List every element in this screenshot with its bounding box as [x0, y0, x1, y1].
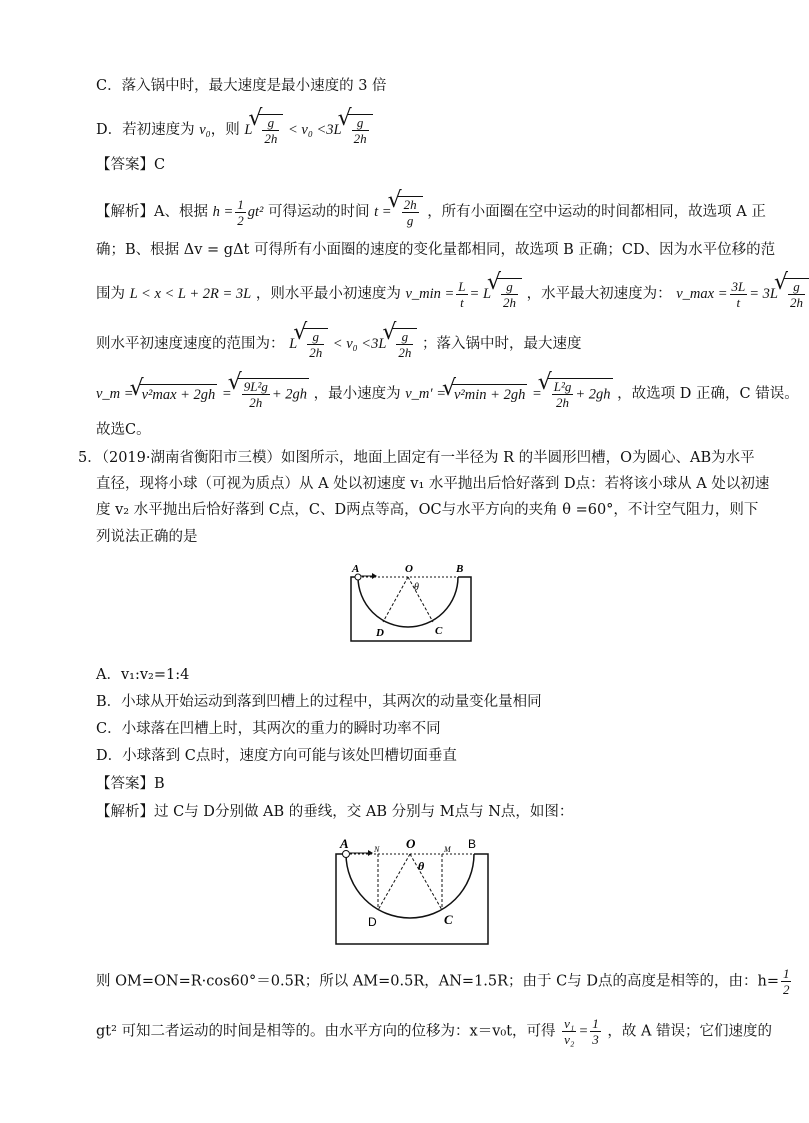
sqrt-L2g: √ $\frac{\text{L²g}}{2h}$ + 2gh [548, 378, 613, 410]
question-5-line-4: 列说法正确的是 [96, 529, 198, 545]
frac-3L-t: $\frac{3L}{t}$ [731, 278, 746, 310]
math-eqL: = L [469, 286, 492, 302]
fig2-label-m: M [444, 845, 451, 854]
frac-half: $\frac{1}{2}$ [237, 196, 244, 228]
explanation-2-line-1: 【解析】过 C与 D分别做 AB 的垂线，交 AB 分别与 M点与 N点，如图： [96, 804, 574, 820]
fig2-label-n: N [374, 845, 380, 854]
explanation-line-6: 故选C。 [96, 422, 151, 438]
option-a: A．v₁:v₂=1:4 [96, 667, 190, 683]
ex8-text: 则 OM=ON=R·cos60°＝0.5R；所以 AM=0.5R，AN=1.5R；由于 C与 D点的高度是相等的，由：h= [96, 973, 779, 990]
fig1-radius-od [383, 577, 408, 622]
math-eq: = [221, 386, 232, 402]
ex5-text-a: ，最小速度为 [313, 386, 401, 402]
math-vm-prime: v_m′ = [405, 386, 446, 402]
sqrt-9L2g: √ $\frac{\text{9L²g}}{2h}$ + 2gh [238, 378, 309, 410]
option-d-top [96, 114, 724, 146]
answer-1: 【答案】C [96, 157, 166, 173]
math-vmax: v_max = [676, 286, 728, 302]
question-5-line-2: 直径，现将小球（可视为质点）从 A 处以初速度 v₁ 水平抛出后恰好落到 D点：若将该小球从 A 处以初速 [96, 476, 770, 492]
ex5-text-b: ，故选项 D 正确，C 错误。 [617, 386, 799, 402]
option-c: C．小球落在凹槽上时，其两次的重力的瞬时功率不同 [96, 721, 441, 737]
sqrt-g-2h-4: √ $\frac{g}{2h}$ [784, 278, 809, 310]
frac-v1-v2: $\frac{\text{v₁}}{\text{v₂}}$ [564, 1016, 575, 1047]
ex4-text-b: ；落入锅中时，最大速度 [422, 336, 582, 352]
option-c-top: C．落入锅中时，最大速度是最小速度的 3 倍 [96, 78, 387, 94]
explanation-2-line-3 [96, 1016, 773, 1047]
math-gt2: gt² [247, 204, 264, 220]
fig2-groove-frame [336, 854, 488, 944]
math-L-2: L [289, 336, 298, 352]
ex9-text-a: gt² 可知二者运动的时间是相等的。由水平方向的位移为：x＝v₀t，可得 [96, 1023, 556, 1040]
sqrt-g-2h: √ $\frac{g}{2h}$ [258, 114, 283, 146]
fig2-label-a: A [340, 836, 349, 851]
option-d: D．小球落到 C点时，速度方向可能与该处凹槽切面垂直 [96, 748, 457, 764]
fig1-semicircle-arc [358, 577, 458, 627]
question-5-line-3: 度 v₂ 水平抛出后恰好落到 C点，C、D两点等高，OC与水平方向的夹角 θ =60°，不计空气阻力，则下 [96, 502, 759, 518]
math-vmin: v_min = [405, 286, 455, 302]
figure-2-semicircle-with-perpendiculars [334, 830, 494, 946]
fig2-label-d: D [368, 915, 377, 929]
math-L: L [244, 122, 253, 138]
sqrt-g-2h-5: √ $\frac{g}{2h}$ [303, 328, 328, 360]
ex3-text-b: ，则水平最小初速度为 [255, 286, 401, 302]
fig2-label-o: O [406, 836, 416, 851]
sqrt-vmin: √ v²min + 2gh [452, 384, 527, 405]
ex4-text-a: 则水平初速度速度的范围为： [96, 336, 285, 352]
fig1-radius-oc [408, 577, 433, 622]
math-eq-2: = [531, 386, 542, 402]
math-h: h = [212, 204, 234, 220]
sqrt-vmax: √ v²max + 2gh [140, 384, 218, 405]
fig1-label-o: O [405, 563, 413, 575]
ex1-text-b: 可得运动的时间 [268, 204, 370, 220]
option-d-text: D．若初速度为 [96, 122, 200, 138]
v0-symbol: v₀ [199, 122, 211, 138]
fig2-radius-od [378, 854, 410, 910]
sqrt-2h-g: √ $\frac{2h}{g}$ [398, 196, 423, 228]
sqrt-g-2h-3: √ $\frac{g}{2h}$ [497, 278, 522, 310]
ex9-text-b: ，故 A 错误；它们速度的 [607, 1023, 773, 1040]
ex1-text-a: 【解析】A、根据 [96, 204, 208, 220]
fig1-label-a: A [352, 563, 360, 575]
explanation-line-4 [96, 328, 724, 360]
ex3-text-a: 围为 [96, 286, 125, 302]
math-vm: v_m = [96, 386, 134, 402]
math-eq3L: = 3L [749, 286, 778, 302]
fig2-radius-oc [410, 854, 442, 910]
option-d-then: ，则 [210, 122, 240, 138]
frac-one-third: $\frac{1}{3}$ [592, 1016, 599, 1047]
explanation-line-5 [96, 378, 799, 410]
fig2-label-b: B [468, 837, 477, 851]
answer-2: 【答案】B [96, 776, 165, 792]
option-b: B．小球从开始运动到落到凹槽上的过程中，其两次的动量变化量相同 [96, 694, 542, 710]
frac-h-half: $\frac{1}{2}$ [782, 966, 790, 997]
fig1-label-theta: θ [414, 582, 419, 593]
math-inequality-2: < v₀ <3L [332, 336, 387, 352]
fig2-label-theta: θ [418, 859, 425, 873]
sqrt-g-2h-2: √ $\frac{g}{2h}$ [348, 114, 373, 146]
frac-L-t: $\frac{L}{t}$ [458, 278, 466, 310]
explanation-line-3 [96, 278, 803, 310]
ex1-text-c: ，所有小面圈在空中运动的时间都相同，故选项 A 正 [427, 204, 766, 220]
math-inequality: < v₀ <3L [288, 122, 342, 138]
math-ratio-eq: = [578, 1023, 589, 1040]
question-5-line-1: 5．（2019·湖南省衡阳市三模）如图所示，地面上固定有一半径为 R 的半圆形凹槽，O为圆心、AB为水平 [78, 450, 755, 466]
fig2-ball [343, 851, 350, 858]
fig2-label-c: C [444, 912, 453, 927]
explanation-line-1 [96, 196, 766, 228]
fig2-semicircle-arc [346, 854, 474, 918]
sqrt-g-2h-6: √ $\frac{g}{2h}$ [392, 328, 417, 360]
explanation-2-line-2 [96, 966, 790, 997]
math-t: t = [374, 204, 392, 220]
math-range: L < x < L + 2R = 3L [129, 286, 252, 302]
fig1-label-b: B [456, 563, 464, 575]
ex3-text-c: ，水平最大初速度为： [526, 286, 672, 302]
figure-1-semicircle [348, 560, 474, 644]
explanation-line-2: 确；B、根据 Δv = gΔt 可得所有小面圈的速度的变化量都相同，故选项 B 正确；CD、因为水平位移的范 [96, 242, 776, 258]
fig1-label-c: C [435, 625, 443, 637]
fig1-label-d: D [376, 627, 384, 639]
